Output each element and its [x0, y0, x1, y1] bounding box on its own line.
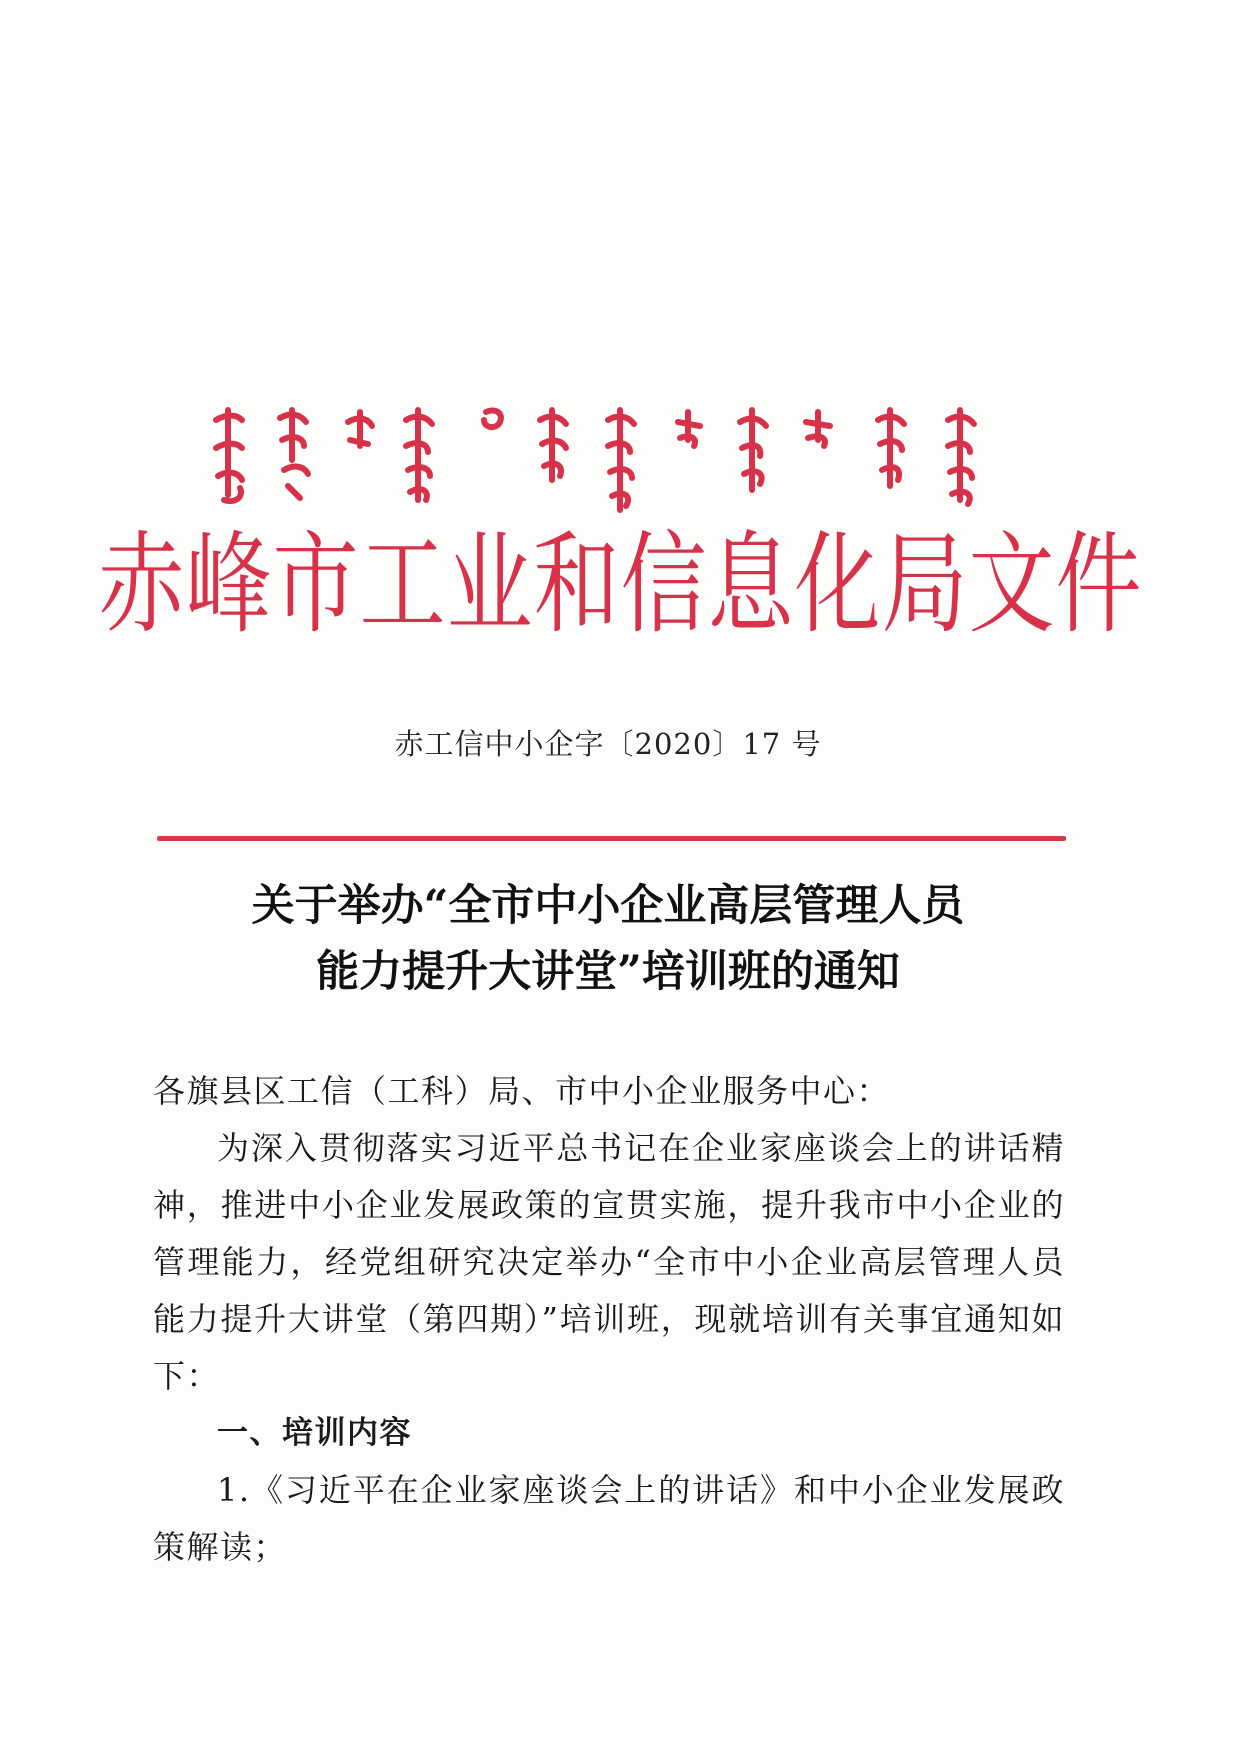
notice-title — [0, 873, 1216, 1005]
mongolian-issuer-title — [200, 400, 1010, 515]
section-heading-training-content: 一、培训内容 — [217, 1415, 412, 1451]
notice-body — [153, 1063, 1065, 1576]
salutation: 各旗县区工信（工科）局、市中小企业服务中心： — [153, 1072, 891, 1110]
document-number: 赤工信中小企字〔2020〕17 号 — [394, 727, 822, 761]
issuer-title: 赤峰市工业和信息化局文件 — [98, 521, 1143, 650]
list-item: 1.《习近平在企业家座谈会上的讲话》和中小企业发展政策解读； — [153, 1471, 1065, 1566]
notice-title-line-2: 能力提升大讲堂”培训班的通知 — [316, 947, 900, 997]
mongolian-script-graphic — [200, 400, 1010, 515]
red-separator-line — [157, 836, 1066, 841]
notice-title-line-1: 关于举办“全市中小企业高层管理人员 — [251, 881, 965, 931]
intro-paragraph: 为深入贯彻落实习近平总书记在企业家座谈会上的讲话精神，推进中小企业发展政策的宣贯实施，提升我市中小企业的管理能力，经党组研究决定举办“全市中小企业高层管理人员能力提升大讲堂（第四期）”培训班，现就培训有关事宜通知如下： — [153, 1129, 1065, 1395]
